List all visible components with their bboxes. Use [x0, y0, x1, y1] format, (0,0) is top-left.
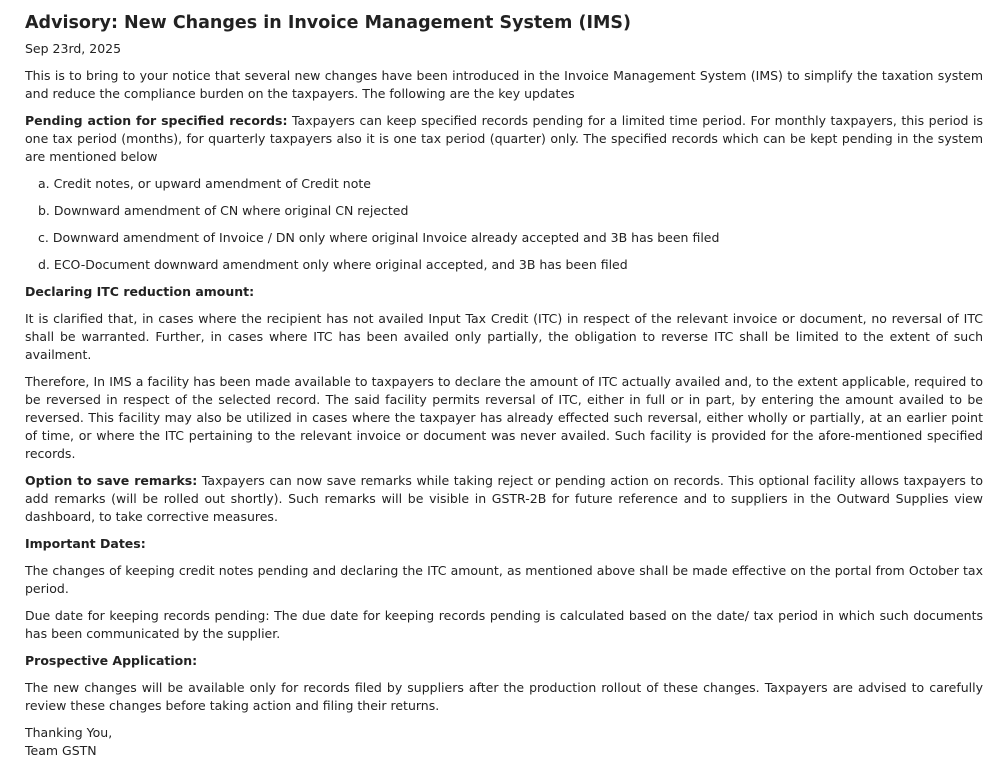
pending-label: Pending action for specified records:: [25, 113, 288, 128]
remarks-label: Option to save remarks:: [25, 473, 198, 488]
list-item-text: ECO-Document downward amendment only where original accepted, and 3B has been filed: [53, 257, 628, 272]
remarks-paragraph: [25, 472, 983, 526]
list-marker: a.: [38, 176, 50, 191]
list-item: [38, 175, 983, 193]
list-marker: d.: [38, 257, 50, 272]
dates-paragraph-1: The changes of keeping credit notes pending and declaring the ITC amount, as mentioned above shall be made effective on the portal from October tax period.: [25, 563, 983, 596]
advisory-date: Sep 23rd, 2025: [25, 41, 122, 56]
remarks-text: Taxpayers can now save remarks while taking reject or pending action on records. This optional facility allows taxpayers to add remarks (will be rolled out shortly). Such remarks will be visible in GSTR-2B for future reference and to suppliers in the Outward Supplies view dashboard, to take corrective measures.: [25, 473, 984, 524]
itc-paragraph-1: It is clarified that, in cases where the recipient has not availed Input Tax Credit (ITC) in respect of the relevant invoice or document, no reversal of ITC shall be warranted. Further, in cases where ITC has been availed only partially, the obligation to reverse ITC shall be limited to the extent of such availment.: [25, 311, 983, 362]
prospective-paragraph: The new changes will be available only for records filed by suppliers after the production rollout of these changes. Taxpayers are advised to carefully review these changes before taking action and filing their returns.: [25, 680, 983, 713]
pending-paragraph: [25, 112, 983, 166]
dates-paragraph-2: Due date for keeping records pending: The due date for keeping records pending is calculated based on the date/ tax period in which such documents has been communicated by the supplier.: [25, 608, 983, 641]
signoff-line-1: Thanking You,: [25, 725, 113, 740]
important-dates-heading: Important Dates:: [25, 536, 146, 551]
list-item-text: Downward amendment of Invoice / DN only where original Invoice already accepted and 3B has been filed: [52, 230, 720, 245]
list-marker: b.: [38, 203, 50, 218]
list-item-text: Credit notes, or upward amendment of Credit note: [53, 176, 371, 191]
prospective-heading: Prospective Application:: [25, 653, 198, 668]
pending-text: Taxpayers can keep specified records pending for a limited time period. For monthly taxpayers, this period is one tax period (months), for quarterly taxpayers also it is one tax period (quarter) only. The specified records which can be kept pending in the system are mentioned below: [25, 113, 983, 164]
pending-records-list: [25, 175, 983, 274]
intro-paragraph: This is to bring to your notice that several new changes have been introduced in the Invoice Management System (IMS) to simplify the taxation system and reduce the compliance burden on the taxpayers. The following are the key updates: [25, 68, 983, 101]
list-item: [38, 229, 983, 247]
list-item: [38, 256, 983, 274]
page-title: Advisory: New Changes in Invoice Management System (IMS): [25, 13, 631, 33]
list-item: [38, 202, 983, 220]
itc-heading: Declaring ITC reduction amount:: [25, 284, 255, 299]
list-item-text: Downward amendment of CN where original CN rejected: [53, 203, 409, 218]
itc-paragraph-2: Therefore, In IMS a facility has been made available to taxpayers to declare the amount of ITC actually availed and, to the extent applicable, required to be reversed in respect of the selected record. The said facility permits reversal of ITC, either in full or in part, by entering the amount availed to be reversed. This facility may also be utilized in cases where the taxpayer has already effected such reversal, either wholly or partially, at an earlier point of time, or where the ITC pertaining to the relevant invoice or document was never availed. Such facility is provided for the afore-mentioned specified records.: [25, 374, 983, 461]
list-marker: c.: [38, 230, 49, 245]
signoff-line-2: Team GSTN: [25, 743, 97, 758]
